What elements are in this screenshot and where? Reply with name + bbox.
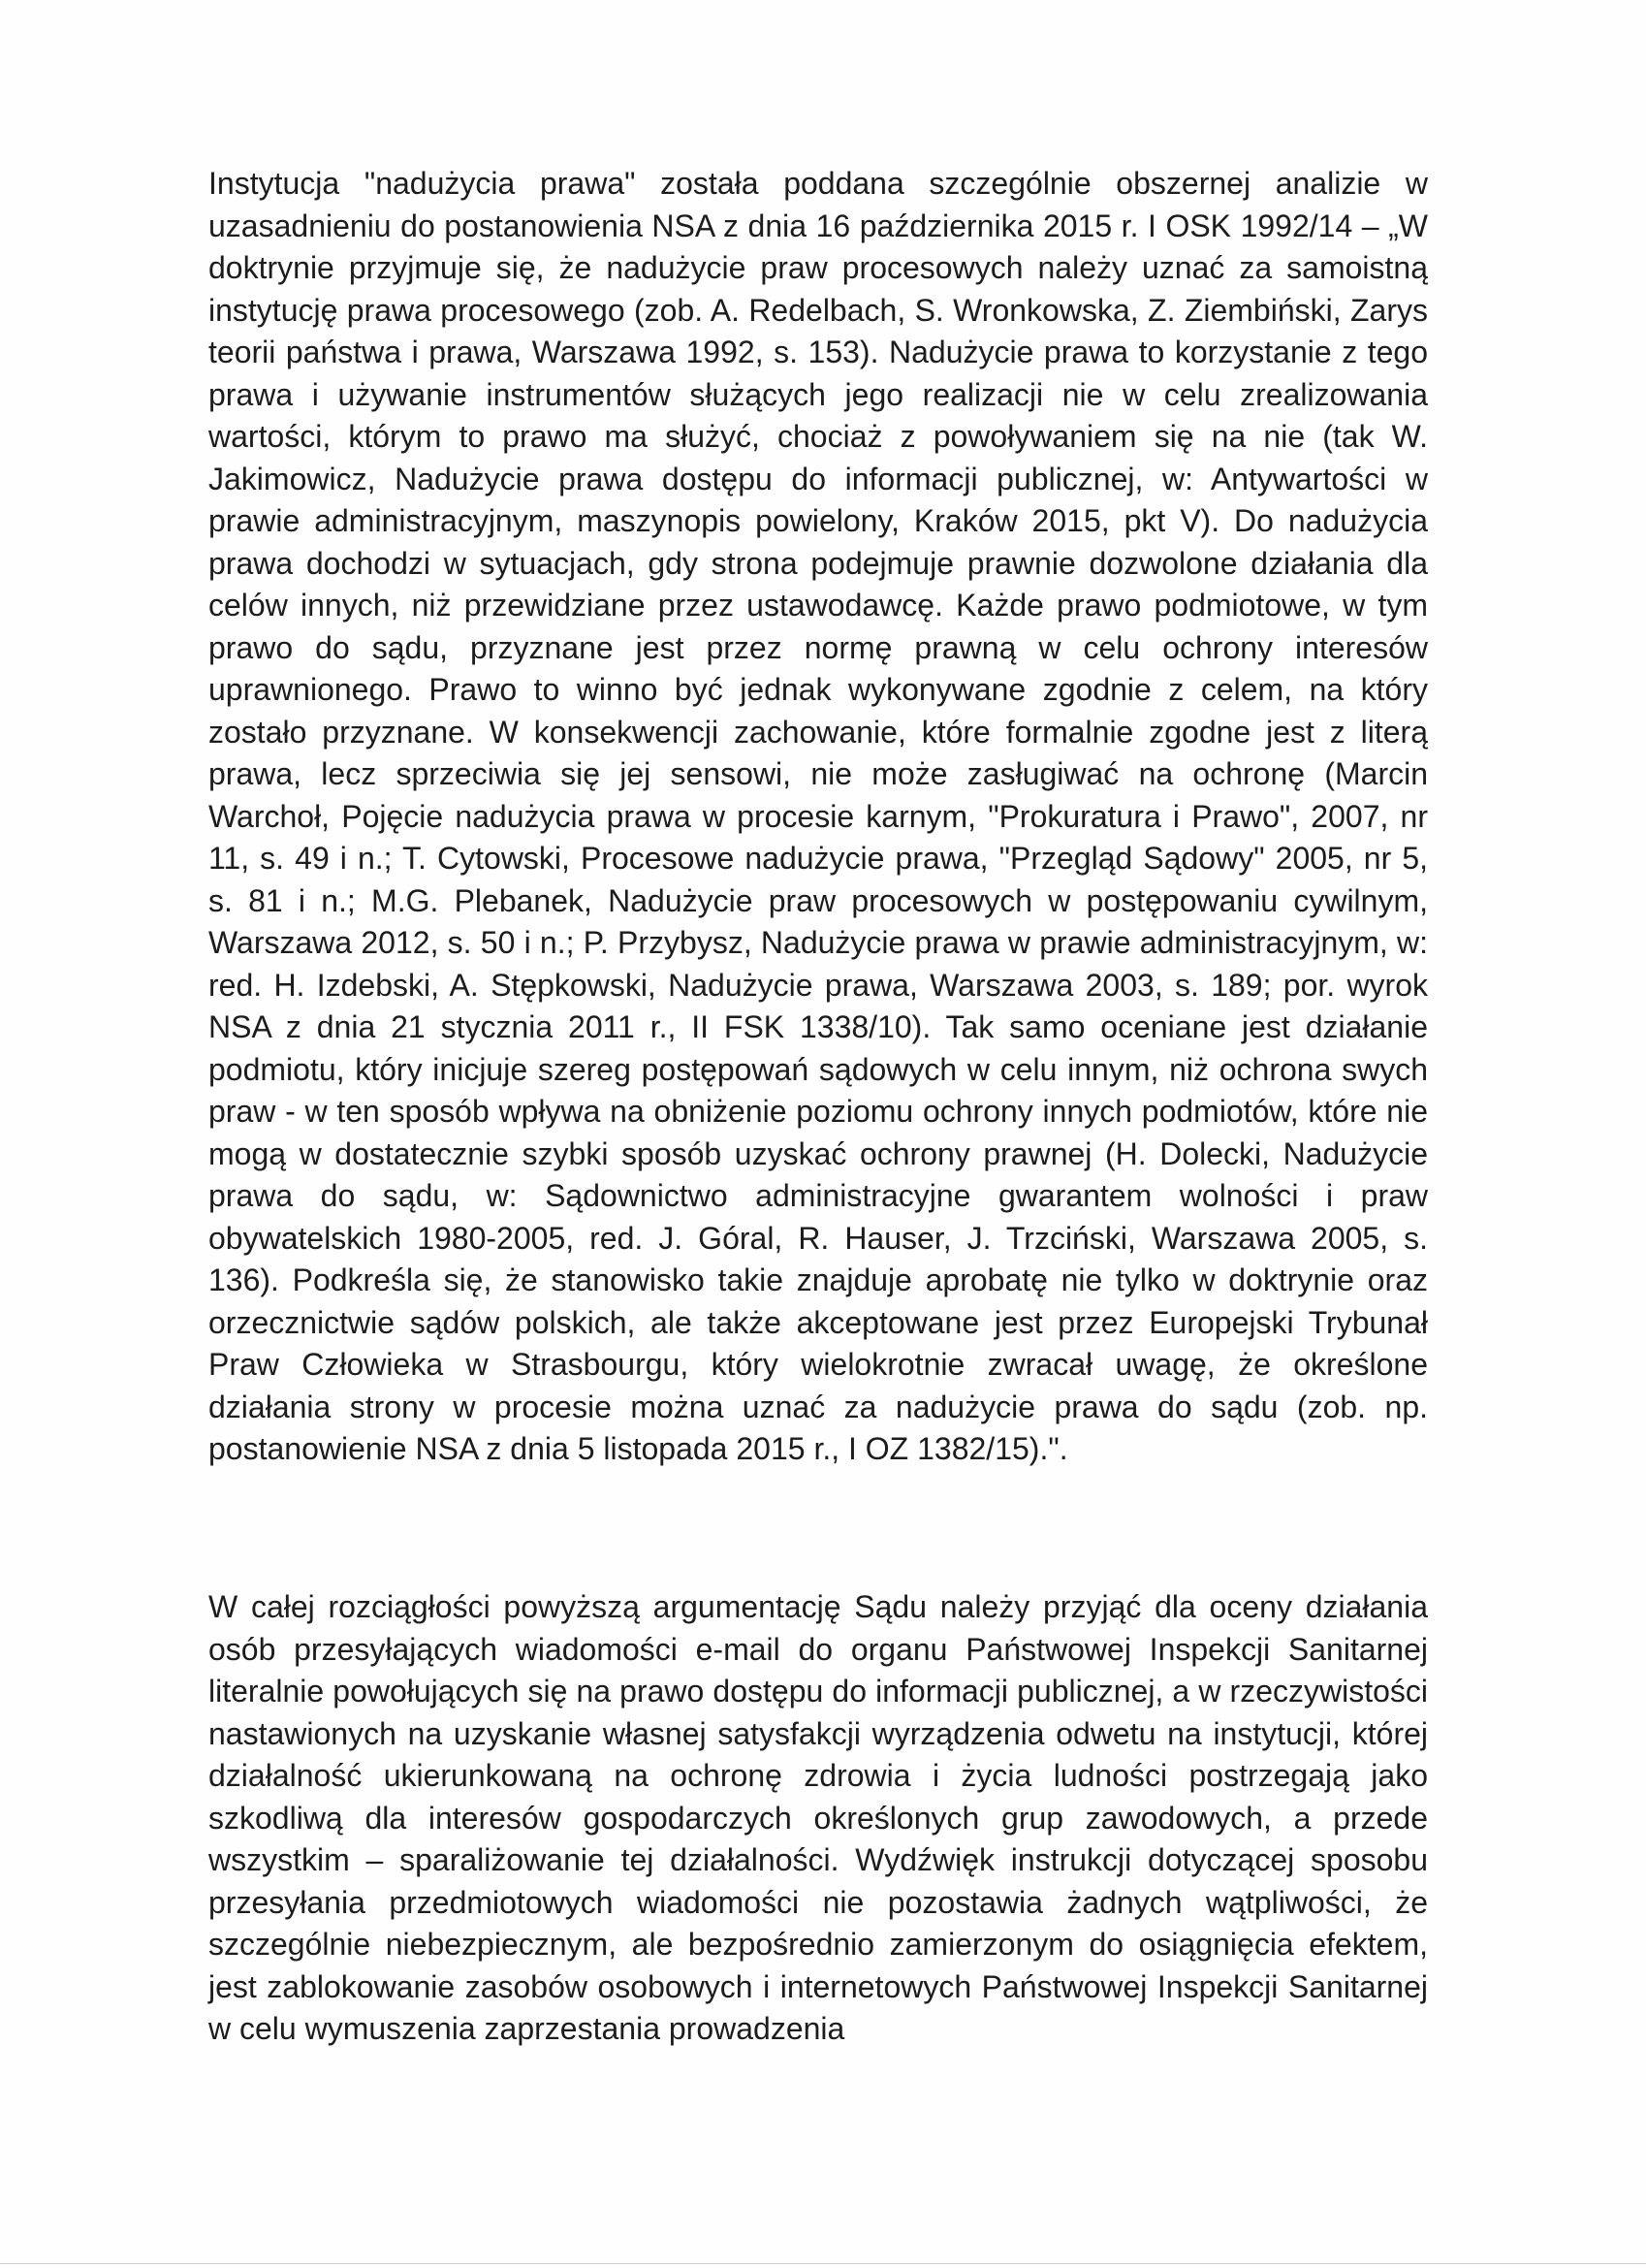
paragraph-quoted-reasoning: Instytucja "nadużycia prawa" została poddana szczególnie obszernej analizie w uzasadnieniu do postanowienia NSA z dnia 16 października 2015 r. I OSK 1992/14 – „W doktrynie przyjmuje się, że nadużycie praw procesowych należy uznać za samoistną instytucję prawa procesowego (zob. A. Redelbach, S. Wronkowska, Z. Ziembiński, Zarys teorii państwa i prawa, Warszawa 1992, s. 153). Nadużycie prawa to korzystanie z tego prawa i używanie instrumentów służących jego realizacji nie w celu zrealizowania wartości, którym to prawo ma służyć, chociaż z powoływaniem się na nie (tak W. Jakimowicz, Nadużycie prawa dostępu do informacji publicznej, w: Antywartości w prawie administracyjnym, maszynopis powielony, Kraków 2015, pkt V). Do nadużycia prawa dochodzi w sytuacjach, gdy strona podejmuje prawnie dozwolone działania dla celów innych, niż przewidziane przez ustawodawcę. Każde prawo podmiotowe, w tym prawo do sądu, przyznane jest przez normę prawną w celu ochrony interesów uprawnionego. Prawo to winno być jednak wykonywane zgodnie z celem, na który zostało przyznane. W konsekwencji zachowanie, które formalnie zgodne jest z literą prawa, lecz sprzeciwia się jej sensowi, nie może zasługiwać na ochronę (Marcin Warchoł, Pojęcie nadużycia prawa w procesie karnym, "Prokuratura i Prawo", 2007, nr 11, s. 49 i n.; T. Cytowski, Procesowe nadużycie prawa, "Przegląd Sądowy" 2005, nr 5, s. 81 i n.; M.G. Plebanek, Nadużycie praw procesowych w postępowaniu cywilnym, Warszawa 2012, s. 50 i n.; P. Przybysz, Nadużycie prawa w prawie administracyjnym, w: red. H. Izdebski, A. Stępkowski, Nadużycie prawa, Warszawa 2003, s. 189; por. wyrok NSA z dnia 21 stycznia 2011 r., II FSK 1338/10). Tak samo oceniane jest działanie podmiotu, który inicjuje szereg postępowań sądowych w celu innym, niż ochrona swych praw - w ten sposób wpływa na obniżenie poziomu ochrony innych podmiotów, które nie mogą w dostatecznie szybki sposób uzyskać ochrony prawnej (H. Dolecki, Nadużycie prawa do sądu, w: Sądownictwo administracyjne gwarantem wolności i praw obywatelskich 1980-2005, red. J. Góral, R. Hauser, J. Trzciński, Warszawa 2005, s. 136). Podkreśla się, że stanowisko takie znajduje aprobatę nie tylko w doktrynie oraz orzecznictwie sądów polskich, ale także akceptowane jest przez Europejski Trybunał Praw Człowieka w Strasbourgu, który wielokrotnie zwracał uwagę, że określone działania strony w procesie można uznać za nadużycie prawa do sądu (zob. np. postanowienie NSA z dnia 5 listopada 2015 r., I OZ 1382/15).". — [208, 166, 1428, 1466]
page-edge-line — [0, 2263, 1646, 2264]
paragraph-court-argument: W całej rozciągłości powyższą argumentację Sądu należy przyjąć dla oceny działania osób przesyłających wiadomości e-mail do organu Państwowej Inspekcji Sanitarnej literalnie powołujących się na prawo dostępu do informacji publicznej, a w rzeczywistości nastawionych na uzyskanie własnej satysfakcji wyrządzenia odwetu na instytucji, której działalność ukierunkowaną na ochronę zdrowia i życia ludności postrzegają jako szkodliwą dla interesów gospodarczych określonych grup zawodowych, a przede wszystkim – sparaliżowanie tej działalności. Wydźwięk instrukcji dotyczącej sposobu przesyłania przedmiotowych wiadomości nie pozostawia żadnych wątpliwości, że szczególnie niebezpiecznym, ale bezpośrednio zamierzonym do osiągnięcia efektem, jest zablokowanie zasobów osobowych i internetowych Państwowej Inspekcji Sanitarnej w celu wymuszenia zaprzestania prowadzenia — [208, 1589, 1428, 2046]
